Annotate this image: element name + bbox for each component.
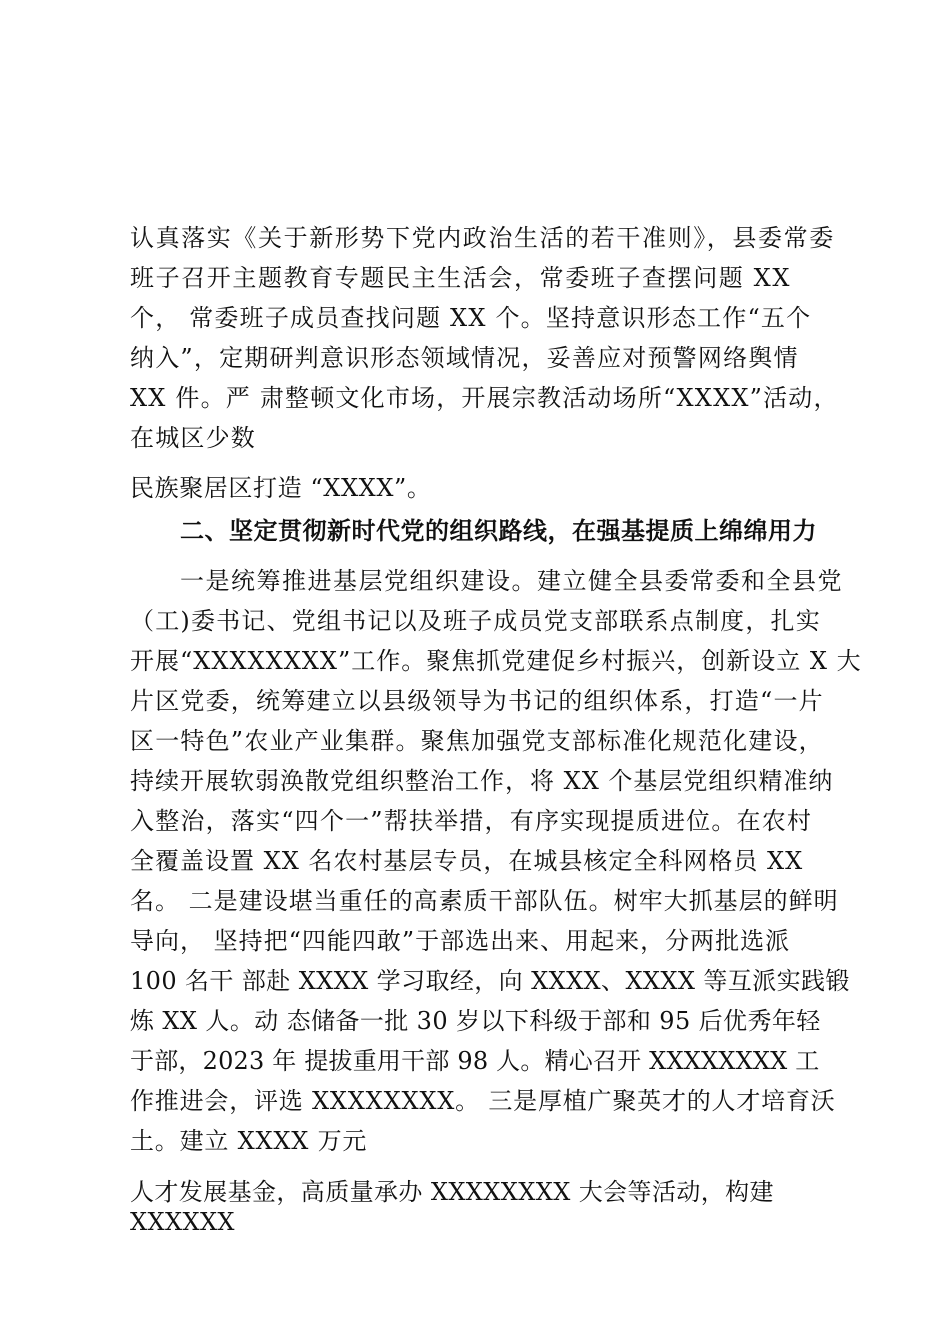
text-line: 土。建立 XXXX 万元 bbox=[130, 1127, 368, 1155]
text-line: 认真落实《关于新形势下党内政治生活的若干准则》，县委常委 bbox=[130, 224, 835, 252]
text-line: XX 件。严 肃整顿文化市场，开展宗教活动场所“XXXX”活动， bbox=[130, 384, 839, 412]
text-line: 持续开展软弱涣散党组织整治工作，将 XX 个基层党组织精准纳 bbox=[130, 767, 834, 795]
text-line: 入整治，落实“四个一”帮扶举措，有序实现提质进位。在农村 bbox=[130, 807, 813, 835]
text-line: 一是统筹推进基层党组织建设。建立健全县委常委和全县党 bbox=[180, 567, 843, 595]
text-line: （工)委书记、党组书记以及班子成员党支部联系点制度，扎实 bbox=[130, 607, 821, 635]
text-line: 个， 常委班子成员查找问题 XX 个。坚持意识形态工作“五个 bbox=[130, 304, 812, 332]
text-line: 100 名干 部赴 XXXX 学习取经，向 XXXX、XXXX 等互派实践锻 bbox=[130, 967, 850, 995]
text-line: 班子召开主题教育专题民主生活会，常委班子查摆问题 XX bbox=[130, 264, 791, 292]
text-line: 炼 XX 人。动 态储备一批 30 岁以下科级于部和 95 后优秀年轻 bbox=[130, 1007, 821, 1035]
text-line: 片区党委，统筹建立以县级领导为书记的组织体系，打造“一片 bbox=[130, 687, 824, 715]
text-line: 作推进会，评选 XXXXXXXX。 三是厚植广聚英才的人才培育沃 bbox=[130, 1087, 836, 1115]
text-line: 在城区少数 bbox=[130, 424, 256, 452]
text-line: 开展“XXXXXXXX”工作。聚焦抓党建促乡村振兴，创新设立 X 大 bbox=[130, 647, 862, 675]
text-line: 名。 二是建设堪当重任的高素质干部队伍。树牢大抓基层的鲜明 bbox=[130, 887, 839, 915]
text-line: 于部，2023 年 提拔重用干部 98 人。精心召开 XXXXXXXX 工 bbox=[130, 1047, 820, 1075]
text-line: 全覆盖设置 XX 名农村基层专员，在城县核定全科网格员 XX bbox=[130, 847, 804, 875]
text-line: 纳入”，定期研判意识形态领域情况，妥善应对预警网络舆情 bbox=[130, 344, 799, 372]
text-line: 民族聚居区打造 “XXXX”。 bbox=[130, 474, 432, 502]
text-line: 导向， 坚持把“四能四敢”于部选出来、用起来，分两批选派 bbox=[130, 927, 791, 955]
text-line: 人才发展基金，高质量承办 XXXXXXXX 大会等活动，构建 bbox=[130, 1178, 774, 1206]
text-line: XXXXXX bbox=[130, 1208, 235, 1236]
section-heading: 二、坚定贯彻新时代党的组织路线，在强基提质上绵绵用力 bbox=[180, 517, 817, 545]
text-line: 区一特色”农业产业集群。聚焦加强党支部标准化规范化建设， bbox=[130, 727, 824, 755]
